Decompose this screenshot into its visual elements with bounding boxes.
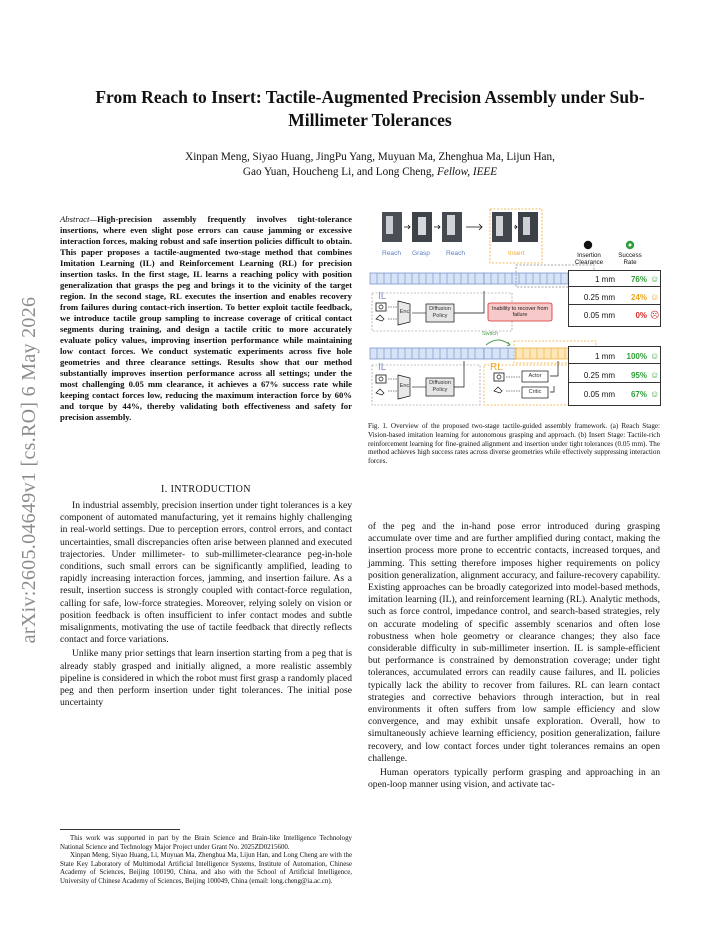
- clearance-value: 1 mm: [595, 274, 615, 284]
- introduction-text: [60, 500, 352, 711]
- smile-icon: ☺: [650, 274, 660, 284]
- enc-label-top: Enc: [399, 309, 410, 315]
- frown-icon: ☹: [650, 309, 660, 320]
- smile-icon: ☺: [650, 351, 660, 361]
- abstract-lead: Abstract—: [60, 214, 98, 224]
- results-bottom-row-3: [569, 387, 660, 401]
- results-top-row-2: [569, 290, 660, 305]
- results-bottom-row-2: [569, 368, 660, 383]
- rate-value: 76%: [630, 274, 647, 284]
- results-top-row-1-full: [569, 272, 660, 287]
- rl-label: RL: [490, 362, 503, 373]
- rate-value: 24%: [630, 292, 647, 302]
- abstract: [60, 214, 352, 423]
- author-fellow: Fellow, IEEE: [437, 166, 498, 178]
- clearance-value: 0.25 mm: [583, 370, 615, 380]
- rate-value: 100%: [626, 351, 647, 361]
- right-column-text: [368, 521, 660, 791]
- author-list: [80, 150, 660, 180]
- stage-label-reach-2: Reach: [446, 250, 466, 257]
- smile-icon: ☺: [650, 389, 660, 399]
- header-clearance: Insertion Clearance: [574, 252, 604, 266]
- footnote: [60, 835, 352, 887]
- actor-label: Actor: [528, 373, 542, 379]
- critic-label: Critic: [528, 389, 542, 395]
- footnote-2: Xinpan Meng, Siyao Huang, Li, Muyuan Ma, Zhenghua Ma, Lijun Han, and Long Cheng are with the State Key Laboratory of Multimodal Artificial Intelligence Systems, Institute of Automation, Chinese Academy of Sciences, Beijing 100190, China, and also with the School of Artificial Intelligence, University of Chinese Academy of Sciences, Beijing 100049, China (email: long.cheng@ia.ac.cn).: [60, 852, 352, 885]
- rate-value: 0%: [635, 310, 647, 320]
- results-top-row-3: [569, 308, 660, 322]
- results-bottom-row-1: [569, 349, 660, 364]
- author-line-1: Xinpan Meng, Siyao Huang, JingPu Yang, Muyuan Ma, Zhenghua Ma, Lijun Han,: [185, 151, 555, 163]
- diffusion-label-bottom: Diffusion Policy: [429, 380, 451, 393]
- smile-icon: ☺: [650, 292, 660, 302]
- author-line-2-text: Gao Yuan, Houcheng Li, and Long Cheng,: [242, 166, 435, 178]
- figure-caption: Fig. 1. Overview of the proposed two-stage tactile-guided assembly framework. (a) Reach Stage: Vision-based imitation learning for autonomous grasping and approach. (b) Insert Stage: Tactile-rich reinforcement learning for fine-grained alignment and insertion under tight tolerances (0.05 mm). The method achieves high success rates across diverse geometries while effectively suppressing interaction forces.: [368, 422, 660, 466]
- right-paragraph-2: Human operators typically perform grasping and approaching in an open-loop manner using vision, and activate tac-: [368, 767, 660, 791]
- clearance-value: 0.25 mm: [583, 292, 615, 302]
- intro-paragraph-2: Unlike many prior settings that learn insertion starting from a peg that is already stably grasped and initially aligned, a more realistic assembly pipeline is considered in which the robot must first grasp a randomly placed peg and then perform insertion under tight tolerances. The initial pose uncertainty: [60, 648, 352, 709]
- intro-paragraph-1: In industrial assembly, precision insertion under tight tolerances is a key component of automated manufacturing, yet it remains highly challenging in real-world settings. Due to perception errors, control errors, and contact uncertainties, small discrepancies often arise between planned and executed trajectories. Under millimeter- to sub-millimeter-clearance peg-in-hole conditions, such small errors can be significantly amplified, leading to rapidly increasing interaction forces, jamming, and insertion failure. As a result, insertion success is strongly coupled with contact-force regulation, calling for safe, low-force strategies. Moreover, relying solely on vision or position feedback is often insufficient to infer contact modes and subtle misalignments, motivating the use of tactile feedback that directly reflects contact and force variations.: [60, 500, 352, 646]
- arxiv-side-stamp: arXiv:2605.04649v1 [cs.RO] 6 May 2026: [18, 296, 40, 644]
- right-paragraph-1: of the peg and the in-hand pose error introduced during grasping accumulate over time and are further amplified during contact, making the insertion process more prone to eccentric contacts, increased torques, and jamming. This setting therefore imposes higher requirements on policy position generalization, alignment accuracy, and failure-recovery capability. Existing approaches can be broadly categorized into model-based methods, imitation learning (IL), and reinforcement learning (RL). Analytic methods, such as force control, impedance control, and search-based strategies, rely on accurate modeling of specific assembly scenarios and often lose robustness when hole geometry or clearance changes; they also face considerable difficulty in sub-millimeter insertion. IL is sample-efficient but performance is constrained by demonstration coverage; under tight tolerances, accumulated errors can readily cause failures, and IL policies typically lack the ability to recover from failures. RL can learn contact strategies and corrective behaviors through interaction, but in real environments it often suffers from low sample efficiency and slow convergence, and may exhibit unsafe exploration. Overall, how to simultaneously achieve learning efficiency, position generalization, failure recovery, and low contact forces under tight tolerances remains an open challenge.: [368, 521, 660, 764]
- author-line-2: [80, 165, 660, 180]
- results-top-table-full: [568, 270, 661, 327]
- header-success-rate: Success Rate: [618, 252, 642, 266]
- enc-label-bottom: Enc: [399, 383, 410, 389]
- clearance-value: 1 mm: [595, 351, 615, 361]
- il-label-top: IL: [378, 291, 387, 302]
- clearance-value: 0.05 mm: [583, 389, 615, 399]
- footnote-1: This work was supported in part by the Brain Science and Brain-like Intelligence Technology National Science and Technology Major Project under Grant No. 2025ZD0215600.: [60, 835, 352, 851]
- clearance-value: 0.05 mm: [583, 310, 615, 320]
- figure-1: [368, 205, 660, 415]
- stage-label-reach-1: Reach: [382, 250, 402, 257]
- smile-icon: ☺: [650, 370, 660, 380]
- switch-label: Switch: [482, 331, 499, 337]
- rate-value: 67%: [630, 389, 647, 399]
- paper-title: From Reach to Insert: Tactile-Augmented Precision Assembly under Sub-Millimeter Tolerances: [95, 87, 645, 130]
- stage-label-grasp: Grasp: [412, 250, 430, 257]
- insert-sequence-bar: [370, 340, 596, 363]
- il-label-bottom: IL: [378, 362, 387, 373]
- stage-label-insert: Insert: [508, 250, 525, 257]
- reach-sequence-bar: [370, 265, 594, 287]
- section-heading: I. INTRODUCTION: [161, 484, 251, 495]
- diffusion-label-top: Diffusion Policy: [429, 306, 451, 319]
- footnote-rule: [60, 829, 180, 830]
- rate-value: 95%: [630, 370, 647, 380]
- failure-label: Inability to recover from failure: [491, 306, 549, 319]
- abstract-body: High-precision assembly frequently involves tight-tolerance insertions, where even slight pose errors can cause jamming or excessive interaction forces, making robust and safe insertion policies difficult to obtain. This paper proposes a tactile-augmented two-stage method that combines Imitation Learning (IL) and Reinforcement Learning (RL) for precision insertion tasks. In the first stage, IL learns a reaching policy with position generalization that grasps the peg and brings it to the vicinity of the target region. In the second stage, RL executes the insertion and enables recovery from failures during contact-rich insertion. To better exploit tactile feedback, we introduce tactile group sampling to increase coverage of critical contact segments during training, and design a tactile critic to more accurately evaluate policy values, improving insertion performance while maintaining low contact forces. We conduct systematic experiments across five hole geometries and three clearance settings. Results show that our method substantially improves insertion performance across all settings; under the most challenging 0.05 mm clearance, it achieves a 67% success rate while keeping contact forces low, reducing the maximum interaction force by 60% and torque by 44%, thereby validating both effectiveness and safety for precision assembly.: [60, 214, 352, 422]
- results-bottom-table: [568, 346, 661, 406]
